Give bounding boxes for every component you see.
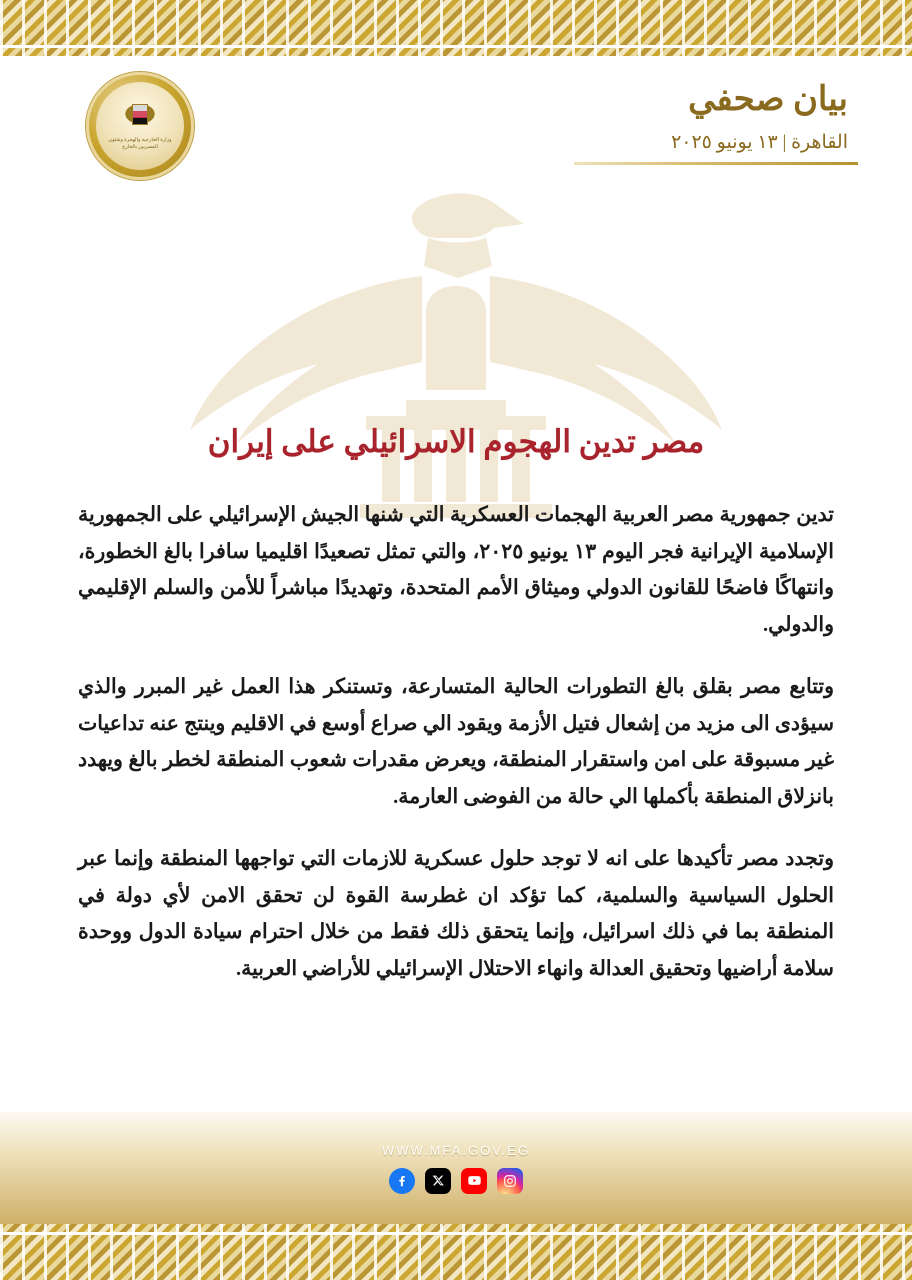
paragraph-1: تدين جمهورية مصر العربية الهجمات العسكرية التي شنها الجيش الإسرائيلي على الجمهورية الإسلامية الإيرانية فجر اليوم ١٣ يونيو ٢٠٢٥، والتي تمثل تصعيدًا اقليميا سافرا بالغ الخطورة، وانتهاكًا فاضحًا للقانون الدولي وميثاق الأمم المتحدة، وتهديدًا مباشراً للأمن والسلم الإقليمي والدولي. [78,504,834,636]
flag-shield-icon [132,104,148,125]
document-header [0,62,912,192]
border-inner-line-top [0,45,912,48]
paragraph-2: وتتابع مصر بقلق بالغ التطورات الحالية المتسارعة، وتستنكر هذا العمل غير المبرر والذي سيؤدى الى مزيد من إشعال فتيل الأزمة ويقود الي صراع أوسع في الاقليم وينتج عنه تداعيات غير مسبوقة على امن واستقرار المنطقة، ويعرض مقدرات شعوب المنطقة لخطر بالغ ويهدد بانزلاق المنطقة بأكملها الي حالة من الفوضى العارمة. [78,676,834,808]
paragraph-3: وتجدد مصر تأكيدها على انه لا توجد حلول عسكرية للازمات التي تواجهها المنطقة وإنما عبر الحلول السياسية والسلمية، كما تؤكد ان غطرسة القوة لن تحقق الامن لأي دولة في المنطقة بما في ذلك اسرائيل، وإنما يتحقق ذلك فقط من خلال احترام سيادة الدول ووحدة سلامة أراضيها وتحقيق العدالة وانهاء الاحتلال الإسرائيلي للأراضي العربية. [78,848,834,980]
document-footer [0,1112,912,1224]
border-inner-line-bottom [0,1232,912,1235]
header-rule [574,162,858,165]
ministry-emblem [86,72,194,180]
emblem-caption: وزارة الخارجية والهجرة وشئون المصريين بالخارج [108,138,172,150]
dateline: القاهرة | ١٣ يونيو ٢٠٢٥ [671,131,848,153]
page-title: مصر تدين الهجوم الاسرائيلي على إيران [207,424,705,459]
decorative-bottom-border [0,1224,912,1280]
youtube-icon[interactable] [461,1168,487,1194]
x-twitter-icon[interactable] [425,1168,451,1194]
emblem-inner [96,82,184,170]
doc-type-title: بيان صحفي [688,81,848,118]
statement-body [0,420,912,1013]
decorative-top-border [0,0,912,56]
social-links [389,1168,523,1194]
instagram-icon[interactable] [497,1168,523,1194]
facebook-icon[interactable] [389,1168,415,1194]
doc-type-block [588,80,848,165]
website-url[interactable]: WWW.MFA.GOV.EG [381,1142,531,1158]
